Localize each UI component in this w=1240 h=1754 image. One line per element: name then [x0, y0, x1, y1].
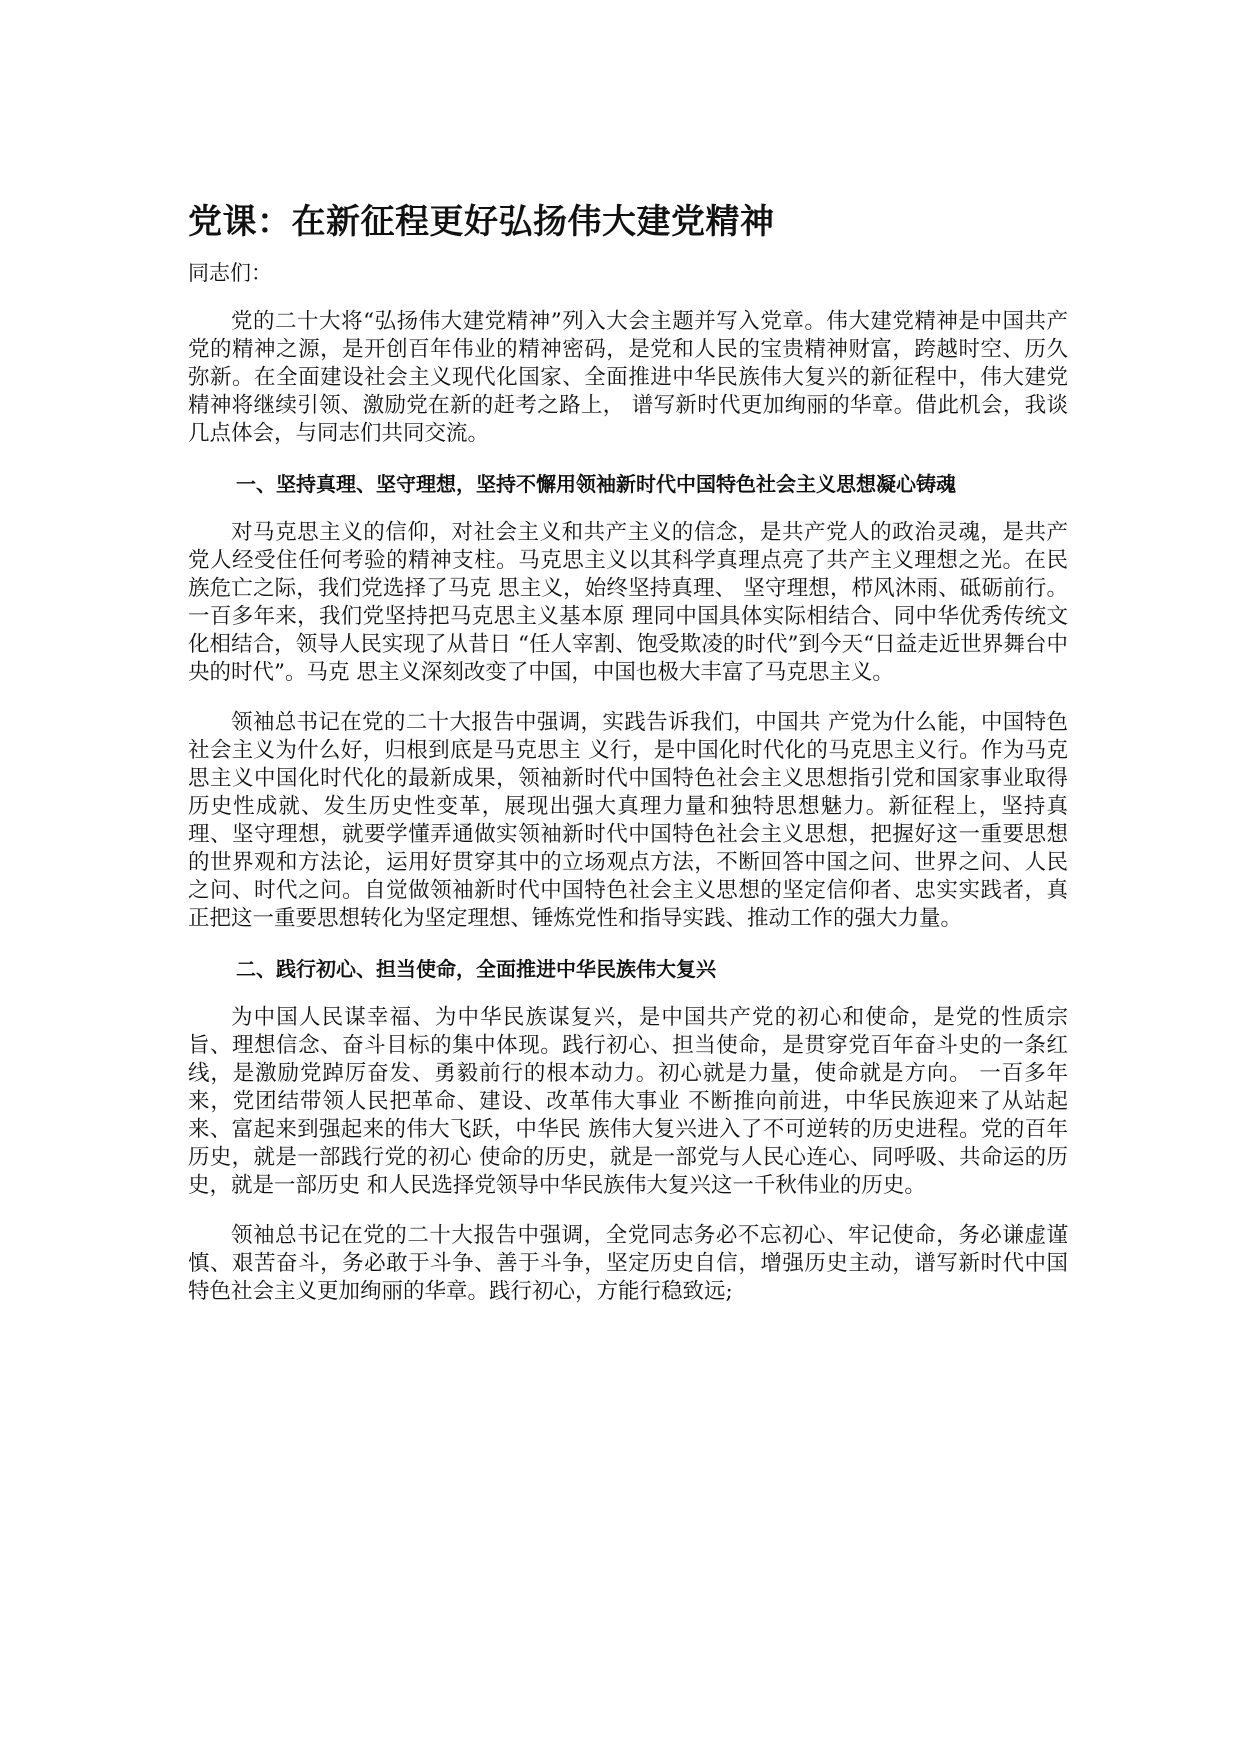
section-1-paragraph-2: 领袖总书记在党的二十大报告中强调，实践告诉我们，中国共 产党为什么能，中国特色社会主义为什么好，归根到底是马克思主 义行，是中国化时代化的马克思主义行。作为马克思主义中国化时代化的最新成果，领袖新时代中国特色社会主义思想指引党和国家事业取得历史性成就、发生历史性变革，展现出强大真理力量和独特思想魅力。新征程上，坚持真理、坚守理想，就要学懂弄通做实领袖新时代中国特色社会主义思想，把握好这一重要思想的世界观和方法论，运用好贯穿其中的立场观点方法，不断回答中国之问、世界之问、人民之问、时代之问。自觉做领袖新时代中国特色社会主义思想的坚定信仰者、忠实实践者，真正把这一重要思想转化为坚定理想、锤炼党性和指导实践、推动工作的强大力量。	[188, 710, 1068, 931]
section-1-heading: 一、坚持真理、坚守理想，坚持不懈用领袖新时代中国特色社会主义思想凝心铸魂	[236, 472, 956, 496]
document-title: 党课：在新征程更好弘扬伟大建党精神	[188, 202, 775, 242]
intro-paragraph: 党的二十大将“弘扬伟大建党精神”列入大会主题并写入党章。伟大建党精神是中国共产党的精神之源，是开创百年伟业的精神密码，是党和人民的宝贵精神财富，跨越时空、历久弥新。在全面建设社会主义现代化国家、全面推进中华民族伟大复兴的新征程中，伟大建党精神将继续引领、激励党在新的赶考之路上， 谱写新时代更加绚丽的华章。借此机会，我谈几点体会，与同志们共同交流。	[188, 309, 1068, 446]
section-2-paragraph-1: 为中国人民谋幸福、为中华民族谋复兴，是中国共产党的初心和使命，是党的性质宗旨、理想信念、奋斗目标的集中体现。践行初心、担当使命，是贯穿党百年奋斗史的一条红线，是激励党踔厉奋发、勇毅前行的根本动力。初心就是力量，使命就是方向。 一百多年来，党团结带领人民把革命、建设、改革伟大事业 不断推向前进，中华民族迎来了从站起来、富起来到强起来的伟大飞跃，中华民 族伟大复兴进入了不可逆转的历史进程。党的百年历史，就是一部践行党的初心 使命的历史，就是一部党与人民心连心、同呼吸、共命运的历史，就是一部历史 和人民选择党领导中华民族伟大复兴这一千秋伟业的历史。	[188, 1005, 1068, 1198]
section-1-paragraph-1: 对马克思主义的信仰，对社会主义和共产主义的信念，是共产党人的政治灵魂，是共产党人经受住任何考验的精神支柱。马克思主义以其科学真理点亮了共产主义理想之光。在民族危亡之际，我们党选择了马克 思主义，始终坚持真理、 坚守理想，栉风沐雨、砥砺前行。 一百多年来，我们党坚持把马克思主义基本原 理同中国具体实际相结合、同中华优秀传统文化相结合，领导人民实现了从昔日 “任人宰割、饱受欺凌的时代”到今天“日益走近世界舞台中央的时代”。马克 思主义深刻改变了中国，中国也极大丰富了马克思主义。	[188, 520, 1068, 685]
section-2-heading: 二、践行初心、担当使命，全面推进中华民族伟大复兴	[236, 957, 716, 981]
greeting: 同志们：	[188, 261, 272, 285]
section-2-paragraph-2: 领袖总书记在党的二十大报告中强调，全党同志务必不忘初心、牢记使命，务必谦虚谨慎、艰苦奋斗，务必敢于斗争、善于斗争，坚定历史自信，增强历史主动，谱写新时代中国特色社会主义更加绚丽的华章。践行初心，方能行稳致远;	[188, 1223, 1068, 1304]
document-body	[188, 198, 1068, 1328]
